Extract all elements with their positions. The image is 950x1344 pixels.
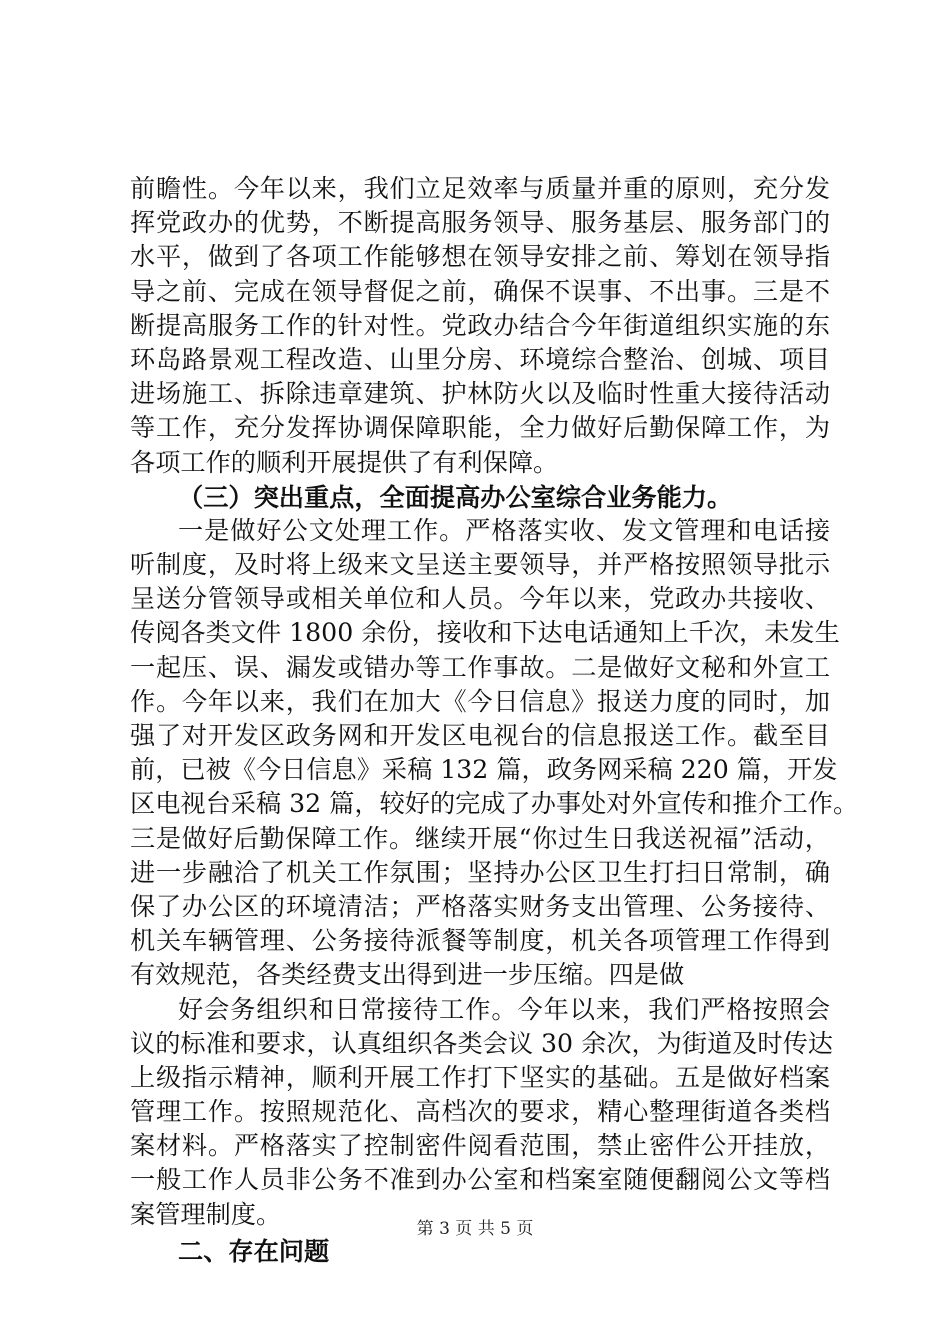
paragraph-line: 作。今年以来，我们在加大《今日信息》报送力度的同时，加 xyxy=(130,686,830,716)
paragraph-line: 三是做好后勤保障工作。继续开展“你过生日我送祝福”活动， xyxy=(130,823,830,853)
paragraph-line: 环岛路景观工程改造、山里分房、环境综合整治、创城、项目 xyxy=(130,344,830,374)
paragraph-line: 好会务组织和日常接待工作。今年以来，我们严格按照会 xyxy=(178,994,830,1024)
paragraph-line: 强了对开发区政务网和开发区电视台的信息报送工作。截至目 xyxy=(130,721,830,750)
paragraph-line: 导之前、完成在领导督促之前，确保不误事、不出事。三是不 xyxy=(130,276,830,306)
document-body xyxy=(130,172,859,1268)
paragraph-line: 进场施工、拆除违章建筑、护林防火以及临时性重大接待活动 xyxy=(130,379,830,409)
paragraph-line: 进一步融洽了机关工作氛围；坚持办公区卫生打扫日常制，确 xyxy=(130,857,830,887)
paragraph-line: 机关车辆管理、公务接待派餐等制度，机关各项管理工作得到 xyxy=(130,926,830,956)
paragraph-line: 有效规范，各类经费支出得到进一步压缩。四是做 xyxy=(130,960,685,990)
paragraph-line: 一是做好公文处理工作。严格落实收、发文管理和电话接 xyxy=(178,515,830,545)
paragraph-line: 断提高服务工作的针对性。党政办结合今年街道组织实施的东 xyxy=(130,310,830,340)
paragraph-line: 一般工作人员非公务不准到办公室和档案室随便翻阅公文等档 xyxy=(130,1165,830,1195)
paragraph-line: 一起压、误、漏发或错办等工作事故。二是做好文秘和外宣工 xyxy=(130,652,830,682)
paragraph-line: 等工作，充分发挥协调保障职能，全力做好后勤保障工作，为 xyxy=(130,413,830,443)
paragraph-line: 前瞻性。今年以来，我们立足效率与质量并重的原则，充分发 xyxy=(130,174,830,203)
paragraph-line: 前，已被《今日信息》采稿 132 篇，政务网采稿 220 篇，开发 xyxy=(130,755,838,785)
paragraph-line: 案材料。严格落实了控制密件阅看范围，禁止密件公开挂放， xyxy=(130,1131,830,1161)
paragraph-line: 上级指示精神，顺利开展工作打下坚实的基础。五是做好档案 xyxy=(130,1062,830,1092)
paragraph-line: 管理工作。按照规范化、高档次的要求，精心整理街道各类档 xyxy=(130,1097,830,1127)
paragraph-line: 案管理制度。 xyxy=(130,1199,282,1229)
paragraph-line: 传阅各类文件 1800 余份，接收和下达电话通知上千次，未发生 xyxy=(130,618,840,648)
paragraph-line: 挥党政办的优势，不断提高服务领导、服务基层、服务部门的 xyxy=(130,208,830,238)
paragraph-line: 保了办公区的环境清洁；严格落实财务支出管理、公务接待、 xyxy=(130,891,830,921)
paragraph-line: 听制度，及时将上级来文呈送主要领导，并严格按照领导批示 xyxy=(130,550,830,580)
paragraph-line: 呈送分管领导或相关单位和人员。今年以来，党政办共接收、 xyxy=(130,584,830,614)
section-heading: （三）突出重点，全面提高办公室综合业务能力。 xyxy=(178,481,733,512)
page-number-footer: 第 3 页 共 5 页 xyxy=(416,1219,534,1239)
paragraph-line: 区电视台采稿 32 篇，较好的完成了办事处对外宣传和推介工作。 xyxy=(130,789,859,819)
paragraph-line: 各项工作的顺利开展提供了有利保障。 xyxy=(130,447,559,477)
paragraph-line: 水平，做到了各项工作能够想在领导安排之前、筹划在领导指 xyxy=(130,242,830,272)
section-heading: 二、存在问题 xyxy=(178,1235,330,1266)
paragraph-line: 议的标准和要求，认真组织各类会议 30 余次，为街道及时传达 xyxy=(130,1028,833,1058)
